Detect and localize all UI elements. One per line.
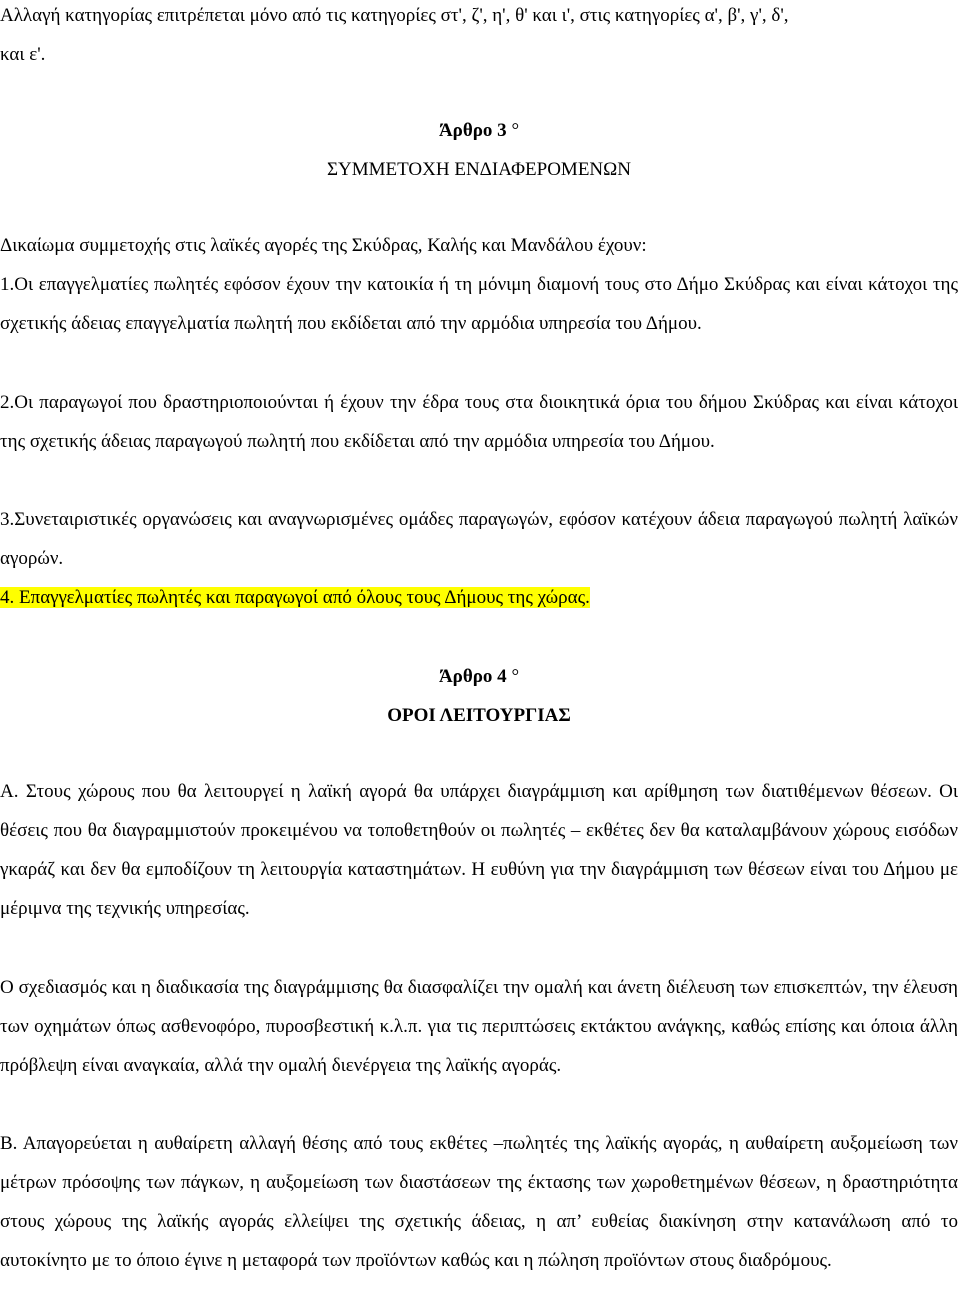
article-3-item-3: 3.Συνεταιριστικές οργανώσεις και αναγνωρισμένες ομάδες παραγωγών, εφόσον κατέχουν άδεια παραγωγού πωλητή λαϊκών αγορών. [0,509,958,569]
article-3-item-2: 2.Οι παραγωγοί που δραστηριοποιούνται ή έχουν την έδρα τους στα διοικητικά όρια του δήμου Σκύδρας και είναι κάτοχοι της σχετικής άδειας παραγωγού πωλητή που εκδίδεται από την αρμόδια υπηρεσία του Δήμου. [0,392,958,452]
article-3-title: ΣΥΜΜΕΤΟΧΗ ΕΝΔΙΑΦΕΡΟΜΕΝΩΝ [326,159,631,180]
article-4-heading-text: Άρθρο 4 [438,666,507,687]
article-3-heading-text: Άρθρο 3 [438,120,507,141]
intro-line-1: Αλλαγή κατηγορίας επιτρέπεται μόνο από τις κατηγορίες στ', ζ', η', θ' και ι', στις κατηγορίες α', β', γ', δ', [0,5,789,26]
article-3-heading [0,111,958,150]
article-3-item-4 [0,578,958,617]
highlighted-text: 4. Επαγγελματίες πωλητές και παραγωγοί από όλους τους Δήμους της χώρας. [0,587,590,608]
article-4-paragraph-b: Β. Απαγορεύεται η αυθαίρετη αλλαγή θέσης από τους εκθέτες –πωλητές της λαϊκής αγοράς, η αυθαίρετη αυξομείωση των μέτρων πρόσοψης των πάγκων, η αυξομείωση των διαστάσεων της έκτασης των χωροθετημένων θέσεων, η δραστηριότητα στους χώρους της λαϊκής αγοράς ελλείψει της σχετικής άδειας, η απ’ ευθείας διακίνηση στην κατανάλωση από το αυτοκίνητο με το όποιο έγινε η μεταφορά των προϊόντων καθώς και η πώληση προϊόντων στους διαδρόμους. [0,1133,958,1271]
degree-sign: ° [506,120,520,141]
article-4-paragraph-a2: Ο σχεδιασμός και η διαδικασία της διαγράμμισης θα διασφαλίζει την ομαλή και άνετη διέλευση των επισκεπτών, την έλευση των οχημάτων όπως ασθενοφόρο, πυροσβεστική κ.λ.π. για τις περιπτώσεις εκτάκτου ανάγκης, καθώς επίσης και όποια άλλη πρόβλεψη είναι αναγκαία, αλλά την ομαλή διενέργεια της λαϊκής αγοράς. [0,977,958,1076]
article-3-lead: Δικαίωμα συμμετοχής στις λαϊκές αγορές της Σκύδρας, Καλής και Μανδάλου έχουν: [0,235,647,256]
article-4-title: ΟΡΟΙ ΛΕΙΤΟΥΡΓΙΑΣ [387,705,571,726]
article-3-item-1: 1.Οι επαγγελματίες πωλητές εφόσον έχουν την κατοικία ή τη μόνιμη διαμονή τους στο Δήμο Σκύδρας και είναι κάτοχοι της σχετικής άδειας επαγγελματία πωλητή που εκδίδεται από την αρμόδια υπηρεσία του Δήμου. [0,274,958,334]
intro-line-2: και ε'. [0,44,46,65]
article-4-heading [0,657,958,696]
degree-sign: ° [506,666,520,687]
article-4-paragraph-a: Α. Στους χώρους που θα λειτουργεί η λαϊκή αγορά θα υπάρχει διαγράμμιση και αρίθμηση των διατιθέμενων θέσεων. Οι θέσεις που θα διαγραμμιστούν προκειμένου να τοποθετηθούν οι πωλητές – εκθέτες δεν θα καταλαμβάνουν χώρους εισόδων γκαράζ και δεν θα εμποδίζουν τη λειτουργία καταστημάτων. Η ευθύνη για την διαγράμμιση των θέσεων είναι του Δήμου με μέριμνα της τεχνικής υπηρεσίας. [0,781,958,919]
